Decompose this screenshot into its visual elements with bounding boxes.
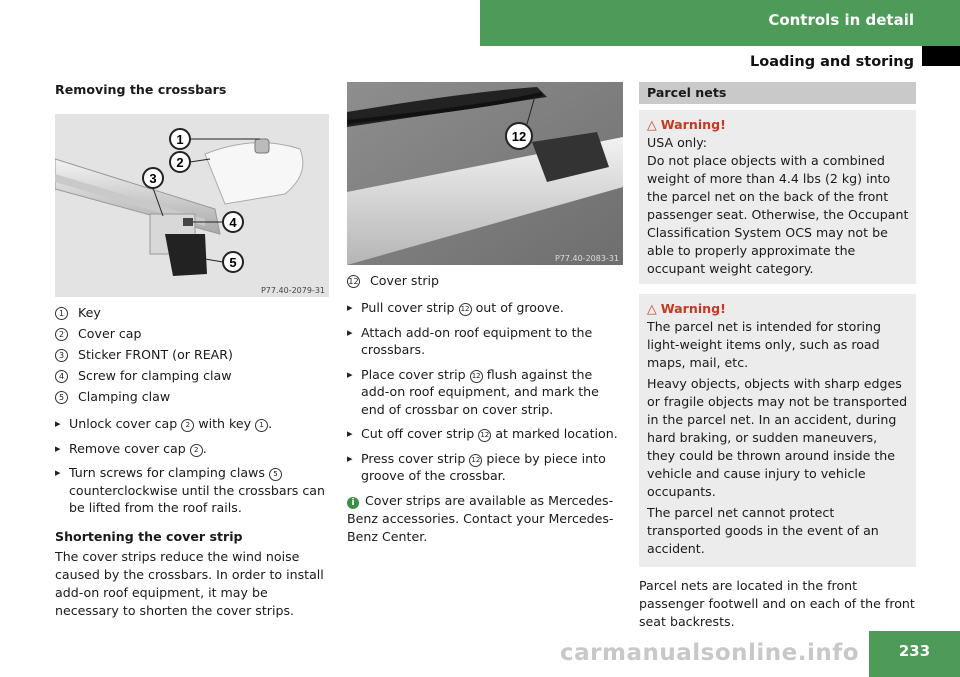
svg-text:4: 4 bbox=[229, 215, 237, 230]
callout-number: 1 bbox=[255, 419, 268, 432]
callout-number: 12 bbox=[348, 277, 359, 286]
legend-text: Clamping claw bbox=[78, 389, 171, 404]
svg-text:1: 1 bbox=[176, 132, 184, 147]
figure-code: P77.40-2079-31 bbox=[260, 286, 325, 295]
heading-removing-crossbars: Removing the crossbars bbox=[55, 82, 227, 97]
callout-number: 12 bbox=[469, 454, 482, 467]
crossbar-illustration bbox=[55, 114, 329, 297]
callout-number: 2 bbox=[190, 444, 203, 457]
legend-item bbox=[55, 326, 330, 342]
section-title: Controls in detail bbox=[768, 11, 914, 29]
warning-icon: △ bbox=[647, 301, 657, 316]
figure-code: P77.40-2083-31 bbox=[554, 254, 619, 263]
legend-text: Key bbox=[78, 305, 101, 320]
callout-number: 2 bbox=[55, 328, 68, 341]
svg-text:3: 3 bbox=[149, 171, 157, 186]
header-marker bbox=[922, 46, 960, 66]
warning-title: Warning! bbox=[660, 117, 726, 132]
step-item: ▸ Press cover strip 12 piece by piece into groove of the crossbar. bbox=[347, 450, 623, 485]
figure-legend bbox=[347, 273, 623, 289]
warning-box-2 bbox=[639, 294, 916, 567]
legend-item bbox=[55, 347, 330, 363]
warning-text: Heavy objects, objects with sharp edges or fragile objects may not be transported in the parcel net. In an accident, during hard braking, or sudden maneuvers, they could be thrown around inside the vehicle and cause injury to vehicle occupants. bbox=[647, 376, 908, 499]
column-3 bbox=[639, 82, 916, 631]
parcel-nets-heading: Parcel nets bbox=[639, 82, 916, 104]
legend-item bbox=[55, 305, 330, 321]
info-text: Cover strips are available as Mercedes-Benz accessories. Contact your Mercedes-Benz Center. bbox=[347, 492, 614, 544]
callout-number: 5 bbox=[269, 468, 282, 481]
step-item: ▸ Cut off cover strip 12 at marked location. bbox=[347, 425, 623, 443]
legend-text: Sticker FRONT (or REAR) bbox=[78, 347, 233, 362]
callout-number: 12 bbox=[478, 429, 491, 442]
step-item: ▸ Attach add-on roof equipment to the crossbars. bbox=[347, 324, 623, 359]
step-item: ▸ Remove cover cap 2 . bbox=[55, 440, 330, 458]
watermark: carmanualsonline.info bbox=[560, 640, 860, 666]
figure-legend bbox=[55, 305, 330, 405]
warning-icon: △ bbox=[647, 117, 657, 132]
warning-text: The parcel net cannot protect transported goods in the event of an accident. bbox=[647, 505, 879, 556]
parcel-nets-paragraph: Parcel nets are located in the front passenger footwell and on each of the front seat backrests. bbox=[639, 578, 915, 629]
svg-text:12: 12 bbox=[511, 129, 527, 144]
column-1 bbox=[55, 82, 330, 620]
step-item: ▸ Turn screws for clamping claws 5 counterclockwise until the crossbars can be lifted from the roof rails. bbox=[55, 464, 330, 517]
legend-text: Screw for clamping claw bbox=[78, 368, 232, 383]
page-number: 233 bbox=[869, 631, 960, 677]
callout-number: 4 bbox=[55, 370, 68, 383]
legend-text: Cover cap bbox=[78, 326, 142, 341]
svg-text:5: 5 bbox=[229, 255, 237, 270]
cover-strip-illustration bbox=[347, 82, 623, 265]
step-item: ▸ Unlock cover cap 2 with key 1 . bbox=[55, 415, 330, 433]
warning-text: The parcel net is intended for storing light-weight items only, such as road maps, mail, etc. bbox=[647, 319, 882, 370]
legend-item bbox=[55, 389, 330, 405]
callout-number: 5 bbox=[55, 391, 68, 404]
cover-strip-figure bbox=[347, 82, 623, 265]
steps-list bbox=[55, 415, 330, 517]
callout-number: 2 bbox=[181, 419, 194, 432]
subsection-title: Loading and storing bbox=[750, 54, 914, 70]
callout-number: 3 bbox=[55, 349, 68, 362]
heading-shortening-cover-strip: Shortening the cover strip bbox=[55, 528, 243, 544]
legend-item bbox=[55, 368, 330, 384]
legend-item bbox=[347, 273, 623, 289]
steps-list bbox=[347, 299, 623, 485]
warning-text: USA only: bbox=[647, 135, 708, 150]
callout-number: 12 bbox=[459, 303, 472, 316]
svg-text:2: 2 bbox=[176, 155, 184, 170]
warning-box-1 bbox=[639, 110, 916, 284]
warning-text: Do not place objects with a combined weight of more than 4.4 lbs (2 kg) into the parcel net on the back of the front passenger seat. Otherwise, the Occupant Classification System OCS may not be able to properly approximate the occupant weight category. bbox=[647, 153, 909, 276]
info-icon: i bbox=[347, 497, 359, 509]
callout-number: 1 bbox=[55, 307, 68, 320]
warning-title: Warning! bbox=[660, 301, 726, 316]
callout-number: 12 bbox=[470, 370, 483, 383]
legend-text: Cover strip bbox=[370, 273, 440, 288]
info-note bbox=[347, 492, 623, 546]
column-2 bbox=[347, 82, 623, 546]
step-item: ▸ Place cover strip 12 flush against the add-on roof equipment, and mark the end of crossbar on cover strip. bbox=[347, 366, 623, 419]
step-item: ▸ Pull cover strip 12 out of groove. bbox=[347, 299, 623, 317]
cover-strip-paragraph: The cover strips reduce the wind noise caused by the crossbars. In order to install add-on roof equipment, it may be necessary to shorten the cover strips. bbox=[55, 548, 324, 618]
crossbar-figure bbox=[55, 114, 329, 297]
